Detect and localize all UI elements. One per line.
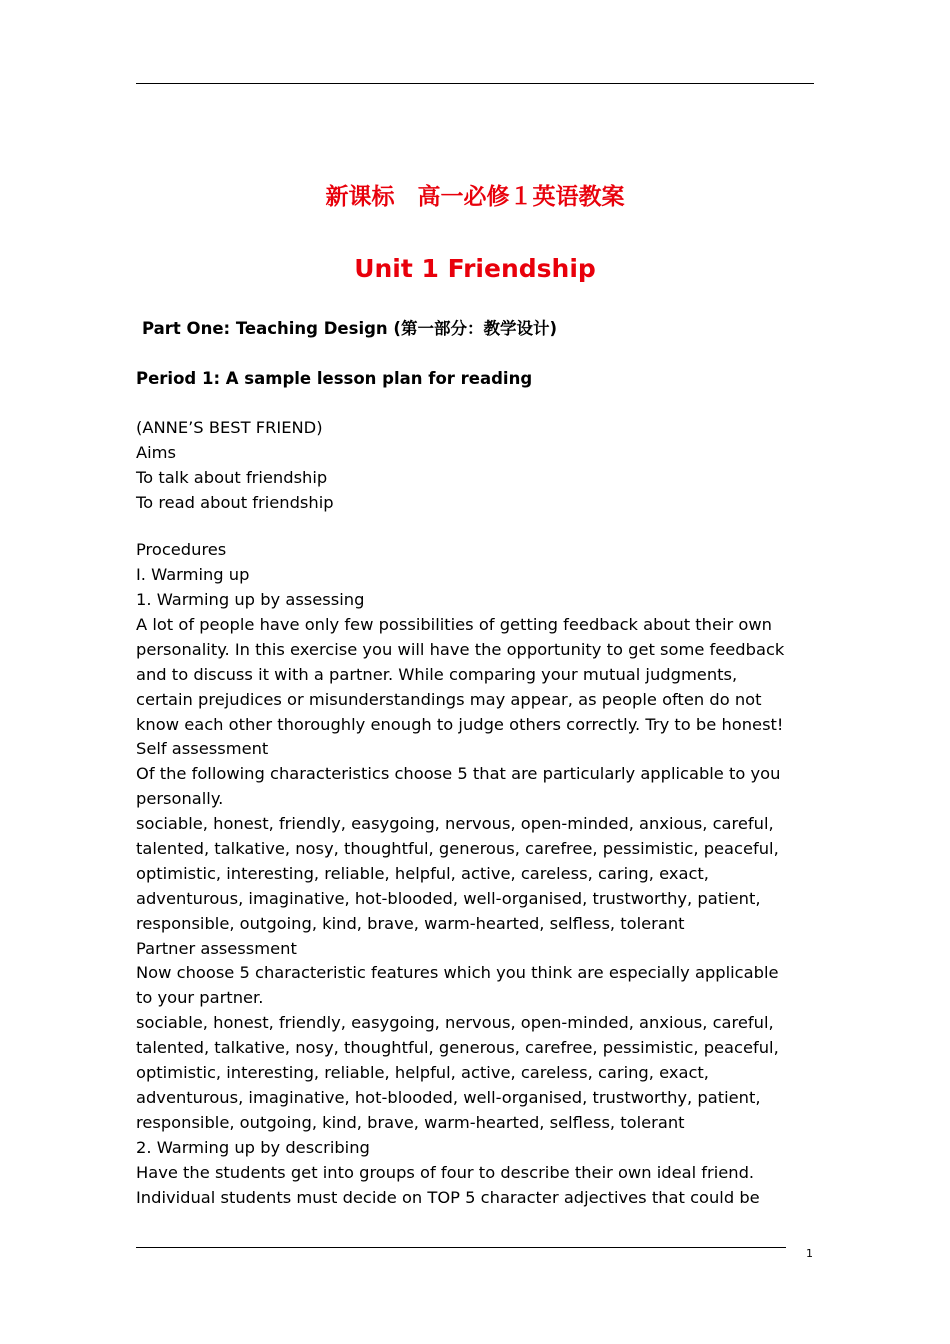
text-line: Have the students get into groups of four to describe their own ideal friend.: [136, 1163, 755, 1182]
document-title-chinese: 新课标 高一必修１英语教案: [325, 184, 625, 210]
text-line: personally.: [136, 789, 224, 808]
text-line: To read about friendship: [136, 493, 334, 512]
period-heading: Period 1: A sample lesson plan for reading: [136, 369, 533, 388]
text-line: Procedures: [136, 540, 227, 559]
text-line: personality. In this exercise you will have the opportunity to get some feedback: [136, 640, 785, 659]
text-line: Self assessment: [136, 739, 269, 758]
text-line: adventurous, imaginative, hot-blooded, well-organised, trustworthy, patient,: [136, 1088, 761, 1107]
text-line: certain prejudices or misunderstandings may appear, as people often do not: [136, 690, 762, 709]
page-number: 1: [806, 1247, 813, 1260]
text-line: Partner assessment: [136, 939, 297, 958]
text-line: sociable, honest, friendly, easygoing, nervous, open-minded, anxious, careful,: [136, 1013, 774, 1032]
text-line: adventurous, imaginative, hot-blooded, well-organised, trustworthy, patient,: [136, 889, 761, 908]
text-line: Of the following characteristics choose 5 that are particularly applicable to you: [136, 764, 781, 783]
text-line: talented, talkative, nosy, thoughtful, generous, carefree, pessimistic, peaceful,: [136, 839, 779, 858]
footer-rule: [136, 1247, 786, 1248]
text-line: I. Warming up: [136, 565, 250, 584]
text-line: 1. Warming up by assessing: [136, 590, 365, 609]
header-rule: [136, 83, 814, 84]
text-line: sociable, honest, friendly, easygoing, nervous, open-minded, anxious, careful,: [136, 814, 774, 833]
text-line: responsible, outgoing, kind, brave, warm-hearted, selfless, tolerant: [136, 1113, 685, 1132]
text-line: To talk about friendship: [136, 468, 328, 487]
text-line: Now choose 5 characteristic features which you think are especially applicable: [136, 963, 779, 982]
text-line: know each other thoroughly enough to judge others correctly. Try to be honest!: [136, 715, 784, 734]
text-line: A lot of people have only few possibilities of getting feedback about their own: [136, 615, 773, 634]
text-line: optimistic, interesting, reliable, helpful, active, careless, caring, exact,: [136, 864, 709, 883]
text-line: 2. Warming up by describing: [136, 1138, 370, 1157]
part-heading: Part One: Teaching Design (第一部分：教学设计): [142, 319, 557, 338]
text-line: responsible, outgoing, kind, brave, warm-hearted, selfless, tolerant: [136, 914, 685, 933]
text-line: to your partner.: [136, 988, 264, 1007]
text-line: (ANNE’S BEST FRIEND): [136, 418, 323, 437]
text-line: talented, talkative, nosy, thoughtful, generous, carefree, pessimistic, peaceful,: [136, 1038, 779, 1057]
text-line: and to discuss it with a partner. While comparing your mutual judgments,: [136, 665, 738, 684]
text-line: Individual students must decide on TOP 5 character adjectives that could be: [136, 1188, 760, 1207]
document-title-unit: Unit 1 Friendship: [354, 254, 596, 283]
text-line: Aims: [136, 443, 177, 462]
text-line: optimistic, interesting, reliable, helpful, active, careless, caring, exact,: [136, 1063, 709, 1082]
